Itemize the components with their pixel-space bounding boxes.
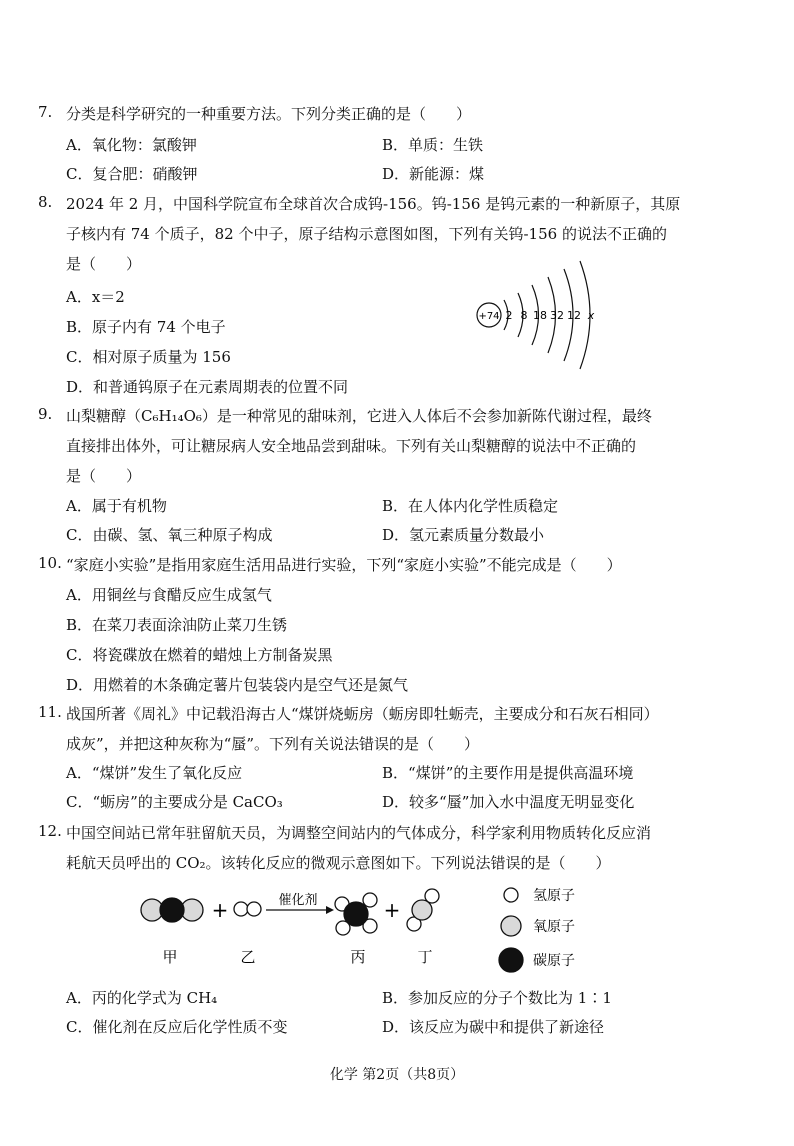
hydrogen-atom: [247, 902, 261, 916]
option-a: A．x＝2: [66, 288, 125, 306]
option-d: D．较多“蜃”加入水中温度无明显变化: [382, 793, 635, 811]
plus-sign: +: [383, 898, 401, 922]
question-number: 10.: [38, 554, 62, 572]
carbon-atom: [160, 898, 184, 922]
option-d: D．该反应为碳中和提供了新途径: [382, 1018, 605, 1036]
legend-oxygen-label: 氧原子: [533, 919, 575, 935]
option-b: B．在菜刀表面涂油防止菜刀生锈: [66, 616, 288, 634]
hydrogen-atom: [363, 893, 377, 907]
legend-carbon-label: 碳原子: [533, 953, 575, 969]
question-stem-line: 山梨糖醇（C₆H₁₄O₆）是一种常见的甜味剂，它进入人体后不会参加新陈代谢过程，最终: [66, 407, 652, 425]
question-stem-line: 中国空间站已常年驻留航天员，为调整空间站内的气体成分，科学家利用物质转化反应消: [66, 824, 652, 842]
option-c: C．催化剂在反应后化学性质不变: [66, 1018, 288, 1036]
reaction-micro-diagram: [130, 878, 610, 978]
option-b: B．单质：生铁: [382, 136, 484, 154]
option-b: B．“煤饼”的主要作用是提供高温环境: [382, 764, 634, 782]
option-b: B．参加反应的分子个数比为 1∶1: [382, 989, 612, 1007]
option-c: C．由碳、氢、氧三种原子构成: [66, 526, 273, 544]
carbon-atom: [344, 902, 368, 926]
option-b: B．在人体内化学性质稳定: [382, 497, 559, 515]
legend-carbon-icon: [499, 948, 523, 972]
option-d: D．氢元素质量分数最小: [382, 526, 545, 544]
arrow-head: [326, 906, 334, 914]
label-yi: 乙: [240, 948, 256, 966]
page-footer: 化学 第2页（共8页）: [329, 1067, 465, 1083]
legend-hydrogen-icon: [504, 888, 518, 902]
shell-electron-count: 8: [520, 309, 528, 322]
shell-electron-count: 2: [505, 309, 513, 322]
legend-hydrogen-label: 氢原子: [533, 888, 575, 904]
option-d: D．新能源：煤: [382, 165, 485, 183]
question-stem: “家庭小实验”是指用家庭生活用品进行实验，下列“家庭小实验”不能完成是（ ）: [66, 556, 622, 574]
molecule-jia: [141, 898, 203, 922]
shell-electron-count: x: [587, 309, 595, 322]
catalyst-label: 催化剂: [278, 893, 318, 908]
question-number: 9.: [38, 405, 53, 423]
label-bing: 丙: [350, 948, 366, 966]
question-number: 8.: [38, 193, 53, 211]
hydrogen-atom: [234, 902, 248, 916]
option-a: A．氧化物：氯酸钾: [66, 136, 197, 154]
option-a: A．属于有机物: [66, 497, 167, 515]
question-number: 12.: [38, 822, 62, 840]
question-stem-line: 耗航天员呼出的 CO₂。该转化反应的微观示意图如下。下列说法错误的是（ ）: [66, 854, 611, 872]
nucleus-charge: +74: [478, 311, 500, 322]
shell-electron-count: 18: [533, 309, 547, 322]
option-c: C．将瓷碟放在燃着的蜡烛上方制备炭黑: [66, 646, 333, 664]
molecule-bing: [335, 893, 377, 935]
molecule-yi: [234, 902, 261, 916]
question-stem-line: 2024 年 2 月，中国科学院宣布全球首次合成钨-156。钨-156 是钨元素的一种新原子，其原: [66, 195, 681, 213]
atomic-structure-diagram: [470, 255, 610, 375]
shell-electron-count: 12: [567, 309, 581, 322]
question-number: 11.: [38, 703, 62, 721]
molecule-ding: [407, 889, 439, 931]
question-stem-line: 是（ ）: [66, 467, 142, 485]
question-stem-line: 子核内有 74 个质子，82 个中子，原子结构示意图如图，下列有关钨-156 的说法不正确的: [66, 225, 667, 243]
option-d: D．和普通钨原子在元素周期表的位置不同: [66, 378, 349, 396]
label-jia: 甲: [162, 948, 178, 966]
label-ding: 丁: [417, 948, 433, 966]
option-c: C．相对原子质量为 156: [66, 348, 231, 366]
question-stem-line: 直接排出体外，可让糖尿病人安全地品尝到甜味。下列有关山梨糖醇的说法中不正确的: [66, 437, 637, 455]
question-stem-line: 是（ ）: [66, 255, 142, 273]
shell-electron-count: 32: [550, 309, 564, 322]
option-d: D．用燃着的木条确定薯片包装袋内是空气还是氮气: [66, 676, 409, 694]
question-stem-line: 战国所著《周礼》中记载沿海古人“煤饼烧蛎房（蛎房即牡蛎壳，主要成分和石灰石相同）: [66, 705, 659, 723]
question-stem: 分类是科学研究的一种重要方法。下列分类正确的是（ ）: [66, 105, 472, 123]
option-b: B．原子内有 74 个电子: [66, 318, 226, 336]
option-a: A．用铜丝与食醋反应生成氢气: [66, 586, 272, 604]
legend-oxygen-icon: [501, 916, 521, 936]
option-c: C．“蛎房”的主要成分是 CaCO₃: [66, 793, 283, 811]
question-stem-line: 成灰”，并把这种灰称为“蜃”。下列有关说法错误的是（ ）: [66, 735, 480, 753]
option-a: A．“煤饼”发生了氧化反应: [66, 764, 243, 782]
oxygen-atom: [412, 900, 432, 920]
option-c: C．复合肥：硝酸钾: [66, 165, 198, 183]
plus-sign: +: [211, 898, 229, 922]
question-number: 7.: [38, 103, 53, 121]
option-a: A．丙的化学式为 CH₄: [66, 989, 218, 1007]
